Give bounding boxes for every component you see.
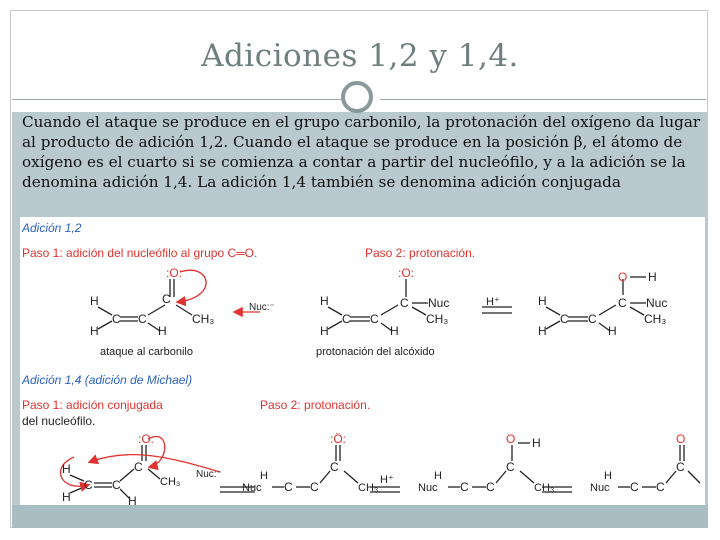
svg-text:H: H	[604, 470, 612, 482]
svg-text:Nuc: Nuc	[428, 296, 450, 310]
svg-text:H: H	[608, 324, 617, 338]
hplus-b: H⁺	[380, 474, 394, 486]
svg-text:H: H	[62, 490, 71, 504]
reaction-diagram	[20, 217, 705, 505]
hplus-a: H⁺	[486, 296, 500, 308]
ch3-a2: CH₃	[426, 312, 449, 326]
svg-text:H: H	[390, 324, 399, 338]
svg-text:Nuc: Nuc	[242, 482, 262, 494]
svg-text:H: H	[90, 294, 99, 308]
svg-text:C: C	[162, 292, 171, 306]
paso1-a-label: Paso 1: adición del nucleófilo al grupo C═O.	[22, 246, 258, 260]
svg-text:O: O	[506, 432, 516, 446]
nuc-a1: Nuc:⁻	[249, 302, 275, 313]
svg-text::O:: :O:	[138, 432, 155, 446]
svg-text:C: C	[112, 478, 121, 492]
caption-a1: ataque al carbonilo	[100, 346, 193, 358]
svg-text:H: H	[158, 324, 167, 338]
decorative-ring-icon	[341, 81, 373, 113]
paso2-a-label: Paso 2: protonación.	[365, 246, 476, 260]
paso1-b-line2: del nucleófilo.	[22, 414, 96, 428]
svg-text:H: H	[62, 462, 71, 476]
svg-text:C: C	[284, 480, 293, 494]
svg-text:C: C	[656, 480, 665, 494]
svg-text:C: C	[84, 478, 93, 492]
svg-text:H: H	[648, 270, 657, 284]
svg-text:C: C	[134, 460, 143, 474]
paso1-b-line1: Paso 1: adición conjugada	[22, 398, 163, 412]
svg-text:H: H	[90, 324, 99, 338]
svg-text:C: C	[400, 296, 409, 310]
molecule-a2	[328, 279, 512, 331]
body-paragraph: Cuando el ataque se produce en el grupo carbonilo, la protonación del oxígeno da lugar al producto de adición 1,2. Cuando el ataque se produce en la posición β, el átomo de oxígeno es el cuarto si se comienza a contar a partir del nucleófilo, y a la adición se la denomina adición 1,4. La adición 1,4 también se denomina adición conjugada	[22, 113, 701, 191]
svg-text:C: C	[310, 480, 319, 494]
svg-text:H: H	[128, 494, 137, 505]
svg-text:C: C	[342, 312, 351, 326]
svg-text:Nuc: Nuc	[590, 482, 610, 494]
svg-text:C: C	[138, 312, 147, 326]
svg-text:H: H	[538, 294, 547, 308]
svg-text:C: C	[676, 460, 685, 474]
svg-text:C: C	[112, 312, 121, 326]
svg-text::O:: :O:	[398, 266, 415, 280]
ch3-b3: CH₃	[534, 482, 555, 494]
svg-text::Ö:: :Ö:	[330, 432, 347, 446]
svg-text:H: H	[320, 294, 329, 308]
ch3-a3: CH₃	[644, 312, 667, 326]
svg-text:C: C	[630, 480, 639, 494]
svg-text:H: H	[434, 470, 442, 482]
svg-text:Nuc: Nuc	[646, 296, 668, 310]
svg-text:C: C	[486, 480, 495, 494]
paso2-b-label: Paso 2: protonación.	[260, 398, 371, 412]
svg-text:H: H	[532, 436, 541, 450]
svg-text:C: C	[560, 312, 569, 326]
ch3-b2: CH₃	[358, 482, 379, 494]
svg-text::O:: :O:	[166, 266, 183, 280]
svg-text:O: O	[676, 432, 686, 446]
svg-text:C: C	[588, 312, 597, 326]
section-a-label: Adición 1,2	[22, 221, 82, 235]
svg-text:O: O	[618, 270, 628, 284]
svg-text:C: C	[370, 312, 379, 326]
svg-text:H: H	[260, 470, 268, 482]
nuc-b1: Nuc:⁻	[196, 469, 222, 480]
bottom-band	[12, 505, 708, 528]
title-rule-right	[380, 99, 706, 100]
svg-text:Nuc: Nuc	[418, 482, 438, 494]
ch3-b1: CH₃	[160, 476, 181, 488]
svg-text:H: H	[538, 324, 547, 338]
ch3-a1: CH₃	[192, 312, 215, 326]
caption-a2: protonación del alcóxido	[316, 346, 435, 358]
svg-text:C: C	[506, 460, 515, 474]
slide-title: Adiciones 1,2 y 1,4.	[201, 38, 519, 74]
svg-text:C: C	[330, 460, 339, 474]
svg-text:H: H	[320, 324, 329, 338]
title-rule-left	[12, 99, 342, 100]
reaction-figure	[20, 217, 705, 528]
svg-text:C: C	[618, 296, 627, 310]
section-b-label: Adición 1,4 (adición de Michael)	[22, 373, 193, 387]
svg-text:C: C	[460, 480, 469, 494]
